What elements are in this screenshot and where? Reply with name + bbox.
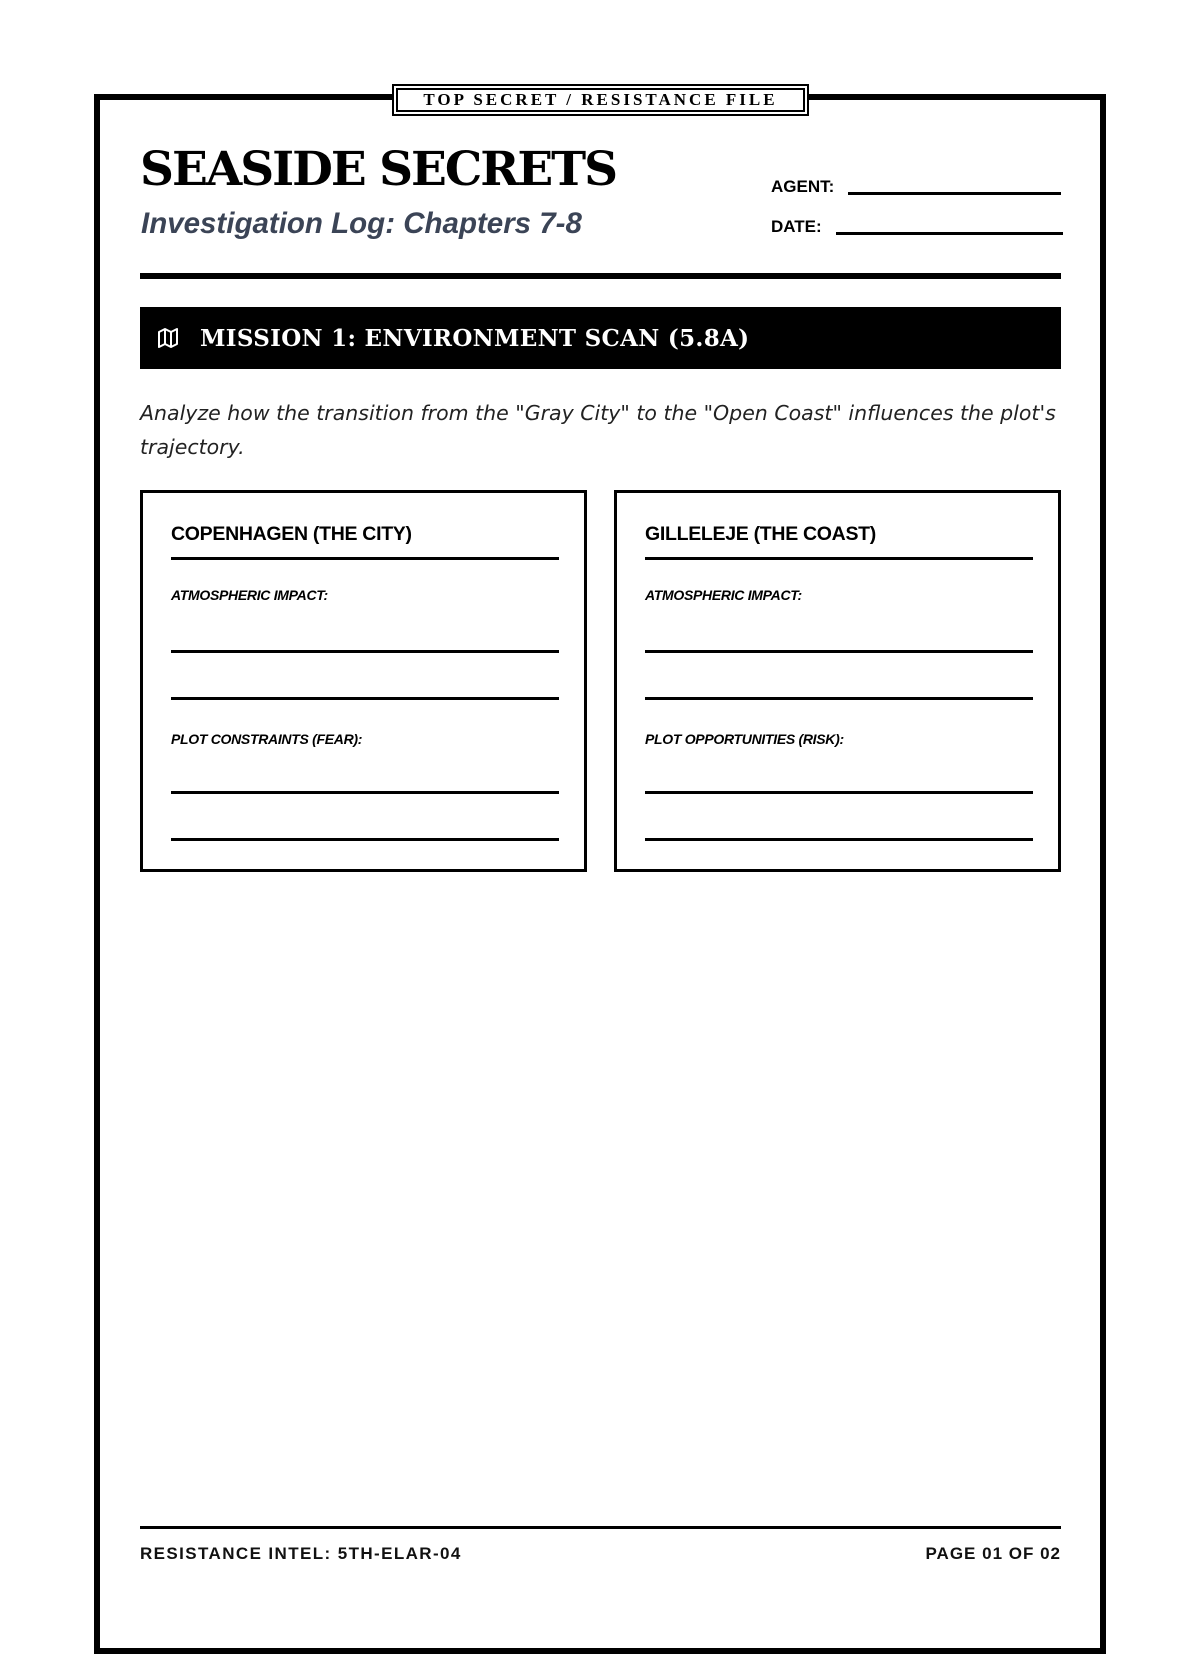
panel-heading: GILLELEJE (THE COAST) — [645, 523, 1033, 560]
mission-title: MISSION 1: ENVIRONMENT SCAN (5.8A) — [200, 324, 750, 352]
panel-label-plot: PLOT OPPORTUNITIES (RISK): — [645, 731, 844, 747]
agent-blank-line[interactable] — [848, 192, 1061, 195]
answer-line[interactable] — [171, 650, 559, 653]
document-subtitle: Investigation Log: Chapters 7-8 — [141, 207, 582, 240]
answer-line[interactable] — [171, 791, 559, 794]
agent-label: AGENT: — [771, 177, 835, 196]
panel-label-plot: PLOT CONSTRAINTS (FEAR): — [171, 731, 363, 747]
answer-line[interactable] — [171, 838, 559, 841]
header-divider — [140, 273, 1061, 279]
map-icon — [156, 326, 180, 350]
footer-reference: RESISTANCE INTEL: 5TH-ELAR-04 — [140, 1544, 462, 1563]
footer-divider — [140, 1526, 1061, 1529]
date-blank-line[interactable] — [836, 232, 1063, 235]
answer-line[interactable] — [645, 650, 1033, 653]
agent-field[interactable] — [771, 177, 1061, 197]
classification-label: TOP SECRET / RESISTANCE FILE — [423, 90, 778, 109]
answer-line[interactable] — [645, 838, 1033, 841]
mission-header-bar — [140, 307, 1061, 369]
date-label: DATE: — [771, 217, 822, 236]
classification-tab — [392, 84, 809, 116]
date-field[interactable] — [771, 217, 1063, 237]
answer-line[interactable] — [171, 697, 559, 700]
panel-label-atmosphere: ATMOSPHERIC IMPACT: — [171, 587, 328, 603]
answer-line[interactable] — [645, 791, 1033, 794]
coast-panel — [614, 490, 1061, 872]
city-panel — [140, 490, 587, 872]
page-number: PAGE 01 OF 02 — [925, 1544, 1061, 1563]
mission-instructions: Analyze how the transition from the "Gray City" to the "Open Coast" influences the plot's trajectory. — [140, 401, 1056, 459]
panel-label-atmosphere: ATMOSPHERIC IMPACT: — [645, 587, 802, 603]
panel-heading: COPENHAGEN (THE CITY) — [171, 523, 559, 560]
answer-line[interactable] — [645, 697, 1033, 700]
document-title: SEASIDE SECRETS — [140, 142, 617, 197]
